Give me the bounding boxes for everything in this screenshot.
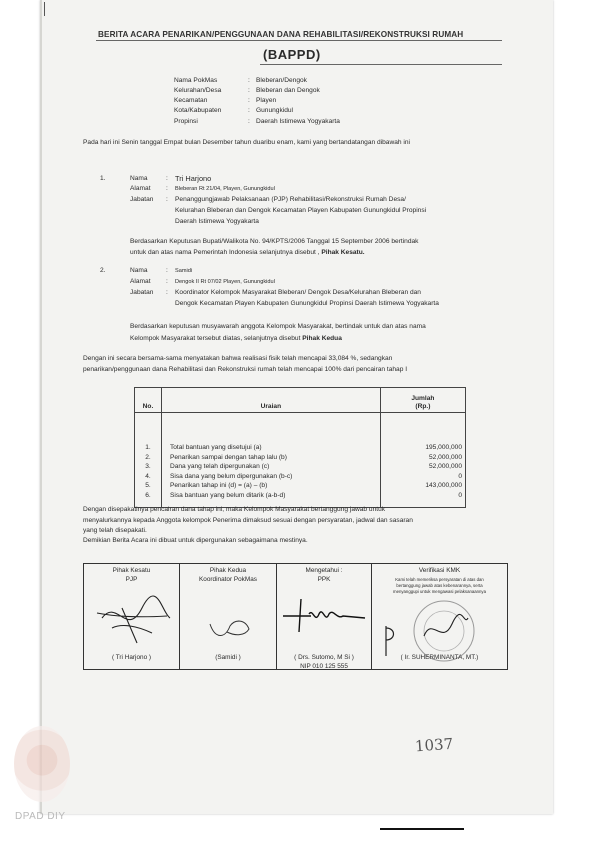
closing-line: Dengan disepakatinya pencairan dana tahap ini, maka Kelompok Masyarakat bertanggung jawab untuk xyxy=(83,506,386,513)
table-row-jumlah: 0 xyxy=(458,472,462,480)
signature-box-ppk xyxy=(277,564,372,670)
closing-line: Demikian Berita Acara ini dibuat untuk dipergunakan sebagaimana mestinya. xyxy=(83,537,308,544)
table-row-uraian: Penarikan tahap ini (d) = (a) – (b) xyxy=(169,482,268,490)
intro-paragraph: Pada hari ini Senin tanggal Empat bulan Desember tahun duaribu enam, kami yang bertandatangan dibawah ini xyxy=(83,139,410,146)
party-2-name: Samidi xyxy=(175,268,193,274)
info-label: Kecamatan xyxy=(174,97,208,104)
statement-line: Dengan ini secara bersama-sama menyatakan bahwa realisasi fisik telah mencapai 33,084 %, sedangkan xyxy=(83,355,393,362)
amount-cell xyxy=(380,413,465,508)
party-2-position: Dengok Kecamatan Playen Kabupaten Gunungkidul Propinsi Daerah Istimewa Yogyakarta xyxy=(175,300,439,307)
column-header-uraian: Uraian xyxy=(161,388,380,413)
verification-note: menyanggupi untuk mengawasi pelaksanaannya xyxy=(393,589,486,594)
info-value: Playen xyxy=(256,97,277,104)
table-row-jumlah: 195,000,000 xyxy=(425,444,462,451)
party-1-position: Kelurahan Bleberan dan Dengok Kecamatan Playen Kabupaten Gunungkidul Propinsi xyxy=(175,207,427,214)
field-label: Nama xyxy=(130,267,148,274)
signature-role: PPK xyxy=(317,576,331,583)
info-label: Nama PokMas xyxy=(174,77,218,84)
field-label: Jabatan xyxy=(130,196,154,203)
column-header-no: No. xyxy=(135,388,162,413)
page-edge xyxy=(40,0,42,814)
party-1-position: Penanggungjawab Pelaksanaan (PJP) Rehabilitasi/Rekonstruksi Rumah Desa/ xyxy=(175,196,406,203)
table-row-no: 5. xyxy=(145,482,151,490)
signatory-nip: NIP 010 125 555 xyxy=(300,663,348,670)
signature-image xyxy=(380,624,400,658)
table-row-jumlah: 52,000,000 xyxy=(428,463,462,471)
info-value: Bleberan dan Dengok xyxy=(256,87,320,94)
table-row-jumlah: 0 xyxy=(458,491,462,499)
info-label: Kelurahan/Desa xyxy=(174,87,222,94)
verification-note: bertanggung jawab atas kebenarannya, serta xyxy=(396,583,483,588)
scan-mark xyxy=(380,828,464,830)
party-number: 1. xyxy=(100,175,106,182)
field-label: Alamat xyxy=(130,185,151,192)
table-row-no: 4. xyxy=(145,472,151,480)
party-2-designation: Pihak Kedua xyxy=(302,335,342,342)
table-row-jumlah: 143,000,000 xyxy=(425,482,462,490)
field-label: Jabatan xyxy=(130,289,154,296)
signature-role: PJP xyxy=(125,576,138,583)
document-title: BERITA ACARA PENARIKAN/PENGGUNAAN DANA REHABILITASI/REKONSTRUKSI RUMAH xyxy=(98,30,464,39)
description-cell xyxy=(161,413,380,508)
info-value: Gunungkidul xyxy=(256,107,294,114)
party-1-position: Daerah Istimewa Yogyakarta xyxy=(175,218,259,225)
signature-table xyxy=(83,563,508,670)
table-row-no: 3. xyxy=(145,463,151,471)
page-mark xyxy=(44,2,45,16)
signature-title: Pihak Kesatu xyxy=(112,567,151,574)
party-2-address: Dengok II Rt 07/02 Playen, Gunungkidul xyxy=(175,279,275,285)
party-2-basis: Kelompok Masyarakat tersebut diatas, selanjutnya disebut Pihak Kedua xyxy=(130,335,342,342)
info-value: Bleberan/Dengok xyxy=(256,77,307,84)
archive-emblem xyxy=(14,726,70,802)
party-2-position: Koordinator Kelompok Masyarakat Bleberan/ Dengok Desa/Kelurahan Bleberan dan xyxy=(175,289,421,296)
info-value: Daerah Istimewa Yogyakarta xyxy=(256,118,340,125)
signatory-name: (Samidi ) xyxy=(215,654,241,661)
table-row-uraian: Sisa bantuan yang belum ditarik (a-b-d) xyxy=(169,491,286,499)
signature-box-pjp xyxy=(84,564,180,670)
watermark: DPAD DIY xyxy=(15,811,66,822)
handwritten-number: 1037 xyxy=(414,734,454,756)
statement-line: penarikan/penggunaan dana Rehabilitasi dan Rekonstruksi rumah telah mencapai 100% dari pencairan tahap I xyxy=(83,366,408,373)
disbursement-table xyxy=(134,387,466,508)
document-abbreviation: (BAPPD) xyxy=(263,47,321,62)
party-1-designation: Pihak Kesatu. xyxy=(321,249,365,256)
closing-line: yang telah disepakati. xyxy=(83,527,147,534)
signature-title: Pihak Kedua xyxy=(209,567,247,574)
signature-image xyxy=(205,614,255,644)
party-1-name: Tri Harjono xyxy=(175,174,212,183)
table-row-jumlah: 52,000,000 xyxy=(428,453,462,461)
signature-box-kmk xyxy=(372,564,508,670)
closing-line: menyalurkannya kepada Anggota kelompok Penerima dimaksud sesuai dengan persyaratan, jadwal dan sasaran xyxy=(83,517,413,524)
signature-title: Verifikasi KMK xyxy=(418,567,461,574)
signatory-name: ( Drs. Sutomo, M Si ) xyxy=(294,654,354,661)
party-1-address: Bleberan Rt 21/04, Playen, Gunungkidul xyxy=(175,186,275,192)
party-2-basis: Berdasarkan keputusan musyawarah anggota Kelompok Masyarakat, bertindak untuk dan atas nama xyxy=(130,323,426,330)
verification-note: Kami telah memeriksa persyaratan di atas dan xyxy=(395,577,484,582)
abbr-rule xyxy=(260,64,502,65)
number-cell xyxy=(135,413,162,508)
signature-title: Mengetahui : xyxy=(305,567,343,574)
signatory-name: ( Tri Harjono ) xyxy=(111,654,152,661)
table-row-uraian: Sisa dana yang belum dipergunakan (b-c) xyxy=(169,472,293,480)
signature-image xyxy=(281,594,367,634)
info-label: Kota/Kabupaten xyxy=(174,107,222,114)
signature-box-pokmas xyxy=(180,564,277,670)
info-label: Propinsi xyxy=(174,118,198,125)
table-row-uraian: Penarikan sampai dengan tahap lalu (b) xyxy=(169,453,287,461)
column-header-jumlah: Jumlah (Rp.) xyxy=(380,388,465,413)
table-row-no: 2. xyxy=(145,453,151,461)
field-label: Nama xyxy=(130,175,148,182)
party-number: 2. xyxy=(100,267,106,274)
signature-role: Koordinator PokMas xyxy=(199,576,257,583)
table-row-uraian: Dana yang telah dipergunakan (c) xyxy=(169,463,270,471)
title-rule xyxy=(96,40,502,41)
party-1-basis: Berdasarkan Keputusan Bupati/Walikota No. 94/KPTS/2006 Tanggal 15 September 2006 bertindak xyxy=(130,238,419,245)
table-row-uraian: Total bantuan yang disetujui (a) xyxy=(169,444,262,451)
table-row-no: 6. xyxy=(145,491,151,499)
party-1-basis: untuk dan atas nama Pemerintah Indonesia selanjutnya disebut , Pihak Kesatu. xyxy=(130,249,365,256)
field-label: Alamat xyxy=(130,278,151,285)
signature-image xyxy=(92,588,172,648)
signatory-name: ( Ir. SUHERMINANTA, MT.) xyxy=(400,654,479,661)
table-row-no: 1. xyxy=(145,444,151,451)
